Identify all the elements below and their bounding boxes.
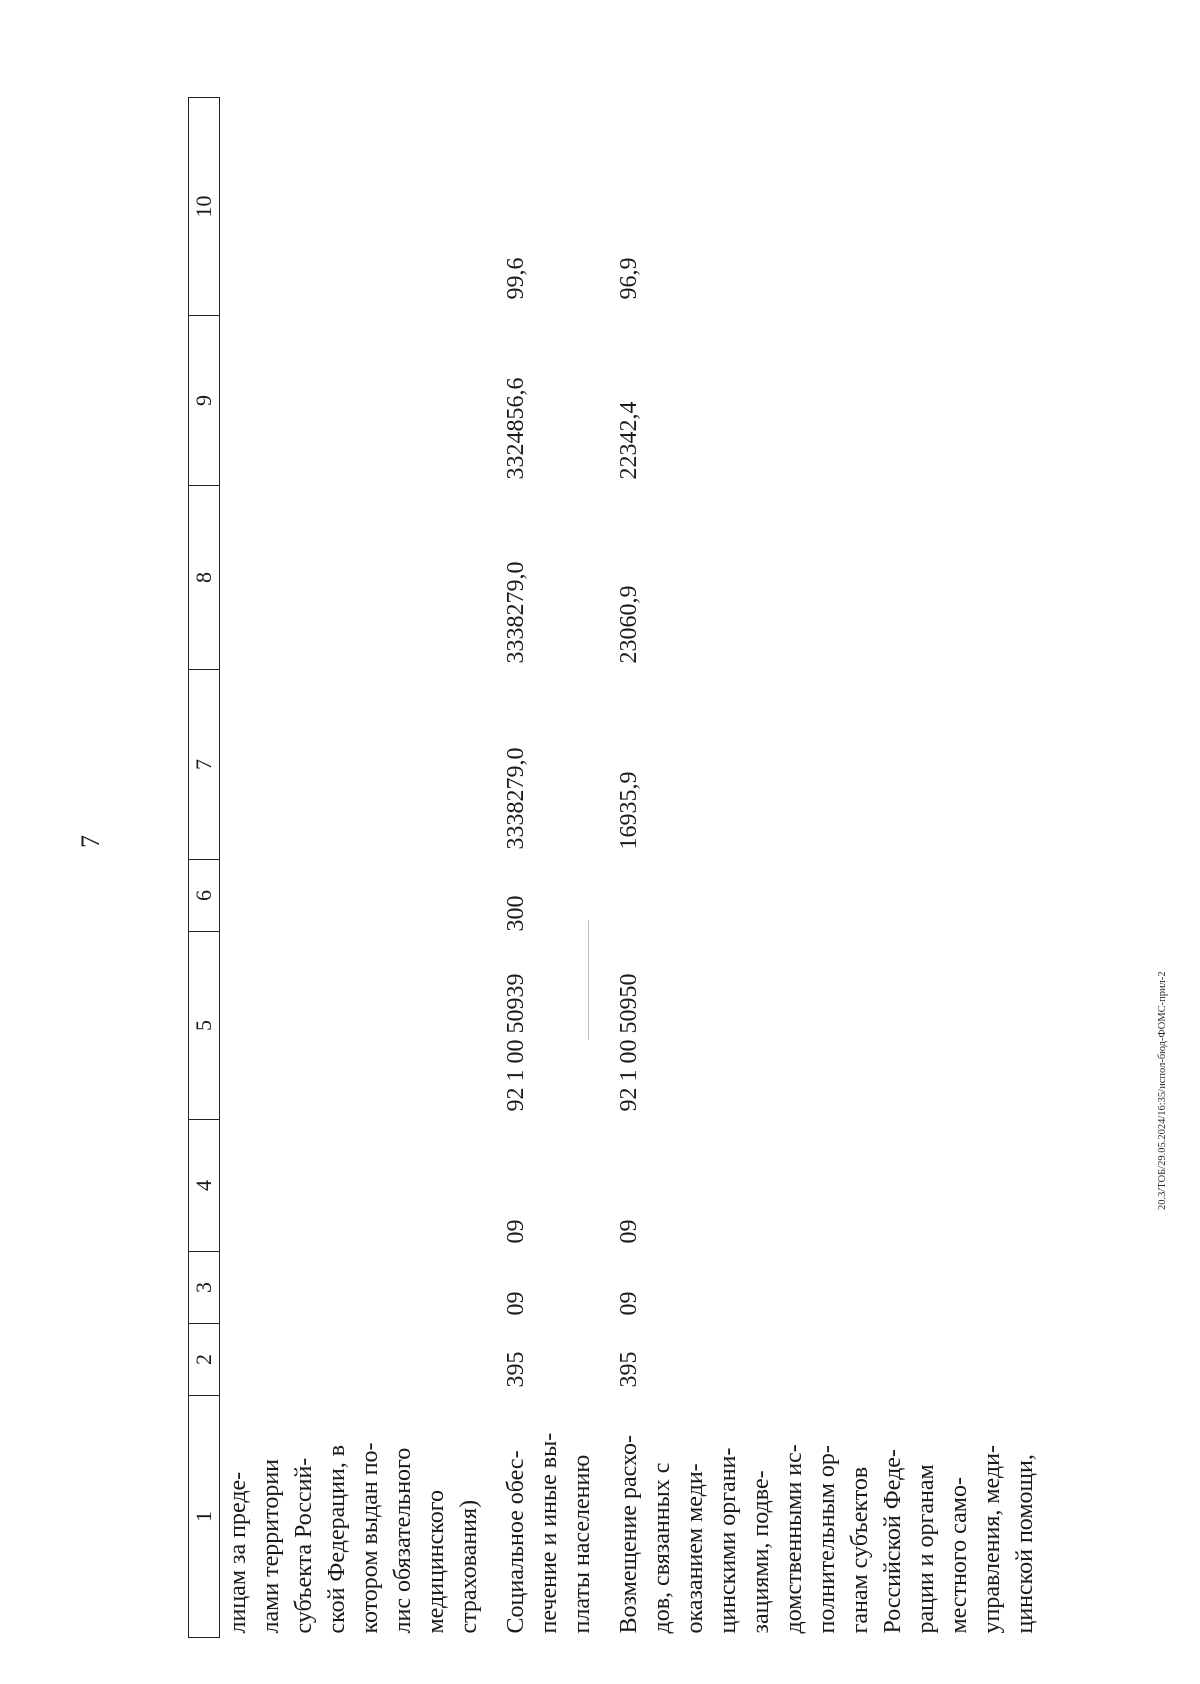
row-name-cell (611, 1396, 1042, 1638)
cell-col3: 09 (616, 1291, 642, 1316)
cell-col2 (220, 1324, 487, 1396)
budget-table (188, 97, 1042, 1638)
cell-col7: 3338279,0 (503, 747, 529, 850)
row-name-cell (498, 1396, 599, 1638)
cell-col6 (220, 860, 487, 932)
row-name-line: Социальное обес- (503, 1450, 529, 1634)
row-name-line: домственными ис- (781, 1444, 807, 1634)
rotated-table-container (188, 98, 1088, 1638)
cell-col4: 09 (503, 1219, 529, 1244)
row-name-line: цинскими органи- (715, 1447, 741, 1634)
cell-col10 (220, 98, 487, 316)
cell-col5: 92 1 00 50939 (503, 973, 529, 1112)
row-name-line: лис обязательного (390, 1447, 416, 1634)
column-number-header (189, 98, 220, 1638)
col-header-7: 7 (189, 670, 220, 860)
row-name-line: ганам субъектов (847, 1466, 873, 1634)
table-row (498, 98, 599, 1638)
cell-col10: 96,9 (616, 257, 642, 300)
row-name-line: цинской помощи, (1012, 1454, 1038, 1634)
row-name-line: лами территории (258, 1458, 284, 1634)
cell-col6 (611, 860, 1042, 932)
cell-col2: 395 (616, 1351, 642, 1388)
row-name-line: Возмещение расхо- (616, 1434, 642, 1634)
row-name-line: оказанием меди- (682, 1463, 708, 1634)
row-name-line: медицинского (423, 1490, 449, 1634)
row-name-line: управления, меди- (979, 1445, 1005, 1634)
row-name-line: лицам за преде- (225, 1471, 251, 1634)
page-number: 7 (76, 835, 105, 848)
cell-col5 (220, 932, 487, 1120)
col-header-6: 6 (189, 860, 220, 932)
row-name-line: ской Федерации, в (324, 1444, 350, 1634)
col-header-5: 5 (189, 932, 220, 1120)
row-name-line: страхования) (456, 1499, 482, 1634)
col-header-8: 8 (189, 486, 220, 670)
cell-col5: 92 1 00 50950 (616, 973, 642, 1112)
cell-col7 (220, 670, 487, 860)
cell-col4: 09 (616, 1219, 642, 1244)
cell-col2: 395 (503, 1351, 529, 1388)
row-name-line: дов, связанных с (649, 1462, 675, 1634)
cell-col9: 3324856,6 (503, 377, 529, 480)
cell-col8 (220, 486, 487, 670)
row-spacer (599, 98, 611, 1638)
cell-col7: 16935,9 (616, 771, 642, 850)
row-name-line: местного само- (946, 1477, 972, 1634)
table-row (220, 98, 487, 1638)
col-header-2: 2 (189, 1324, 220, 1396)
col-header-1: 1 (189, 1396, 220, 1638)
row-name-line: рации и органам (913, 1464, 939, 1634)
cell-col8: 3338279,0 (503, 561, 529, 664)
col-header-4: 4 (189, 1120, 220, 1252)
cell-col3 (220, 1252, 487, 1324)
row-name-line: зациями, подве- (748, 1470, 774, 1634)
row-name-line: субъекта Россий- (291, 1457, 317, 1634)
document-stamp: 20.3/ТОБ/29.05.2024/16:35/испол-бюд-ФОМС-прил-2 (1157, 971, 1168, 1210)
col-header-10: 10 (189, 98, 220, 316)
cell-col9 (220, 316, 487, 486)
row-name-line: платы населению (569, 1454, 595, 1634)
cell-col8: 23060,9 (616, 585, 642, 664)
cell-col9: 22342,4 (616, 401, 642, 480)
row-spacer (486, 98, 498, 1638)
row-name-line: полнительным ор- (814, 1445, 840, 1634)
row-name-line: котором выдан по- (357, 1442, 383, 1634)
table-row (611, 98, 1042, 1638)
row-name-line: печение и иные вы- (536, 1432, 562, 1634)
col-header-9: 9 (189, 316, 220, 486)
col-header-3: 3 (189, 1252, 220, 1324)
row-name-line: Российской Феде- (880, 1449, 906, 1634)
cell-col3: 09 (503, 1291, 529, 1316)
cell-col4 (220, 1120, 487, 1252)
cell-col10: 99,6 (503, 257, 529, 300)
row-name-cell (220, 1396, 487, 1638)
cell-col6: 300 (503, 895, 529, 932)
